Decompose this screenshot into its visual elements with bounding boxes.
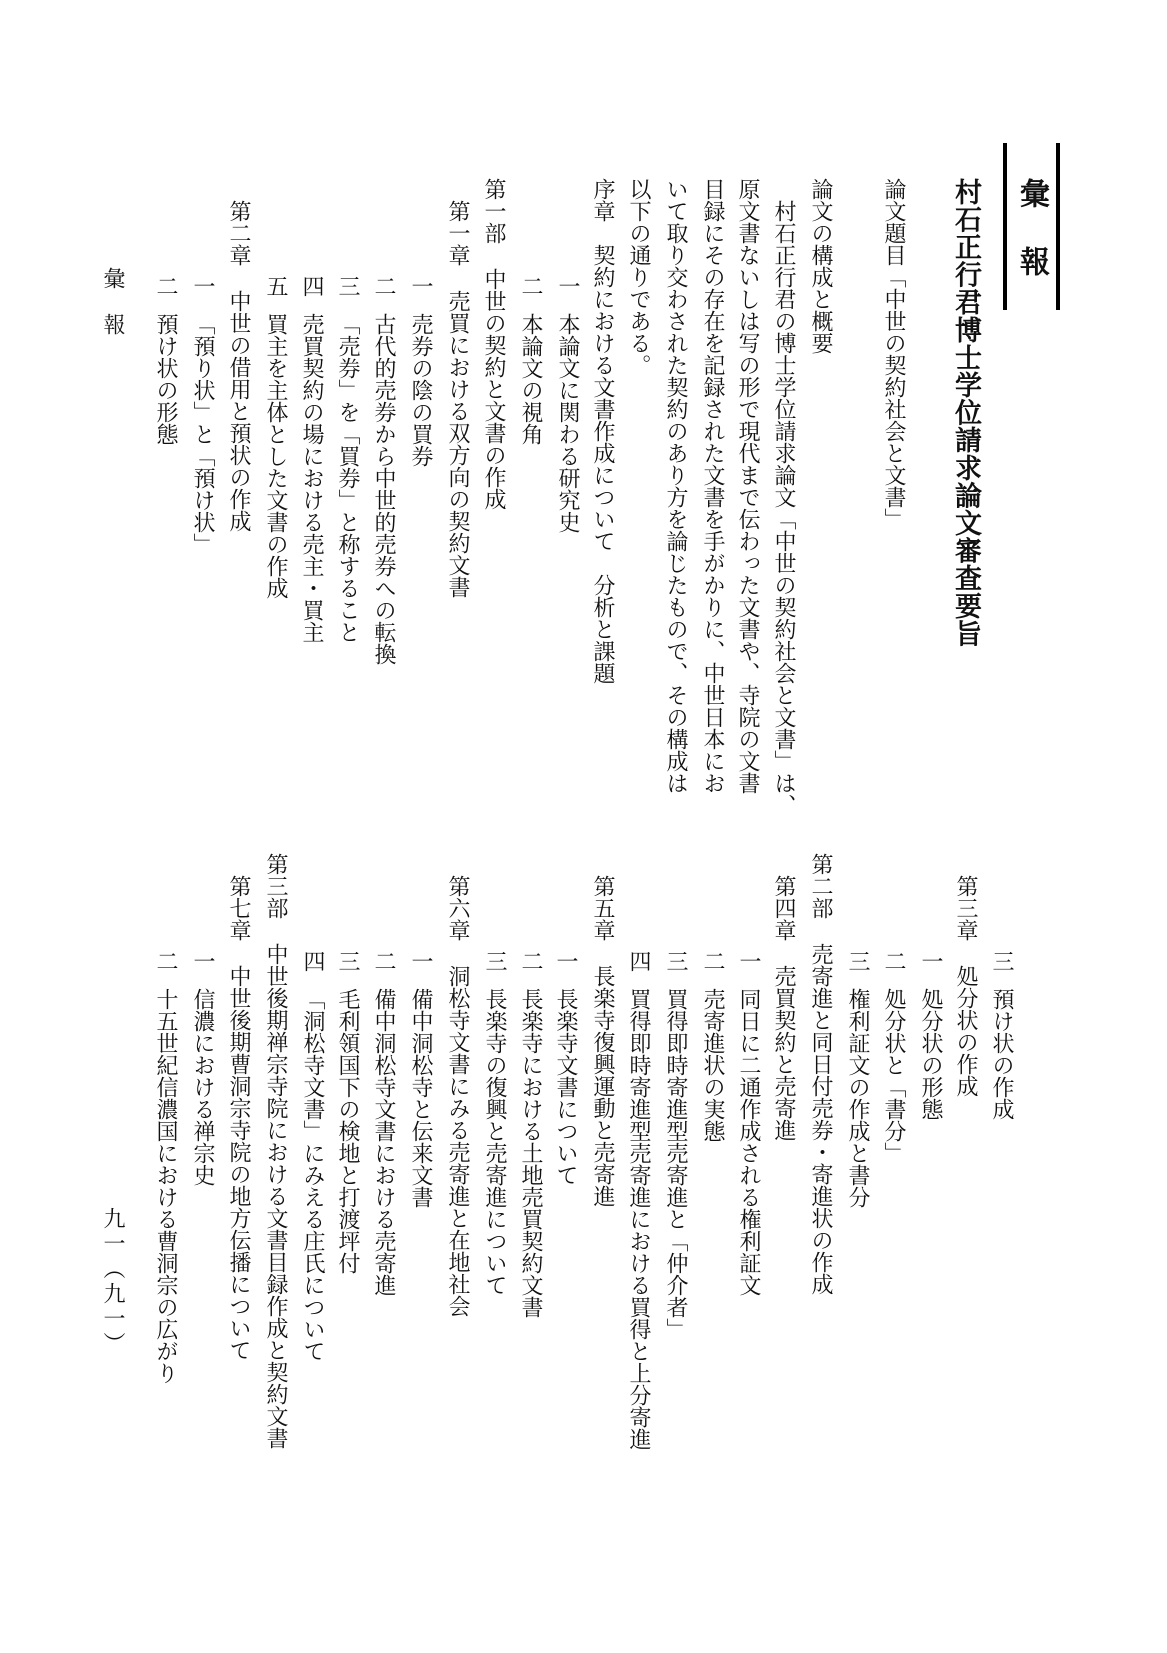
column-text: 長楽寺文書について: [553, 988, 578, 1186]
header-rule-left: [1003, 143, 1007, 310]
toc-number: 三: [482, 950, 507, 972]
toc-number: 第三章: [953, 875, 978, 941]
column-text: 「預り状」と「預け状」: [190, 313, 215, 555]
toc-number: 二: [700, 950, 725, 972]
toc-number: 一: [555, 275, 580, 297]
column-text: 本論文に関わる研究史: [555, 313, 580, 533]
toc-number: 二: [153, 950, 178, 972]
column-text: 長楽寺復興運動と売寄進: [590, 965, 615, 1207]
toc-number: 三: [335, 275, 360, 297]
running-footer: 彙 報: [100, 267, 125, 336]
column-text: 「売券」を「買券」と称すること: [335, 313, 360, 643]
column-text: 売買における双方向の契約文書: [445, 290, 470, 598]
toc-number: 第一章: [445, 200, 470, 266]
column-text: 売寄進と同日付売券・寄進状の作成: [808, 943, 833, 1295]
toc-number: 二: [518, 275, 543, 297]
toc-number: 四: [299, 275, 324, 297]
toc-number: 第六章: [445, 875, 470, 941]
column-text: 本論文の視角: [518, 313, 543, 445]
toc-number: 一: [408, 275, 433, 297]
toc-number: 四: [300, 950, 325, 972]
column-text: 洞松寺文書にみる売寄進と在地社会: [445, 965, 470, 1317]
toc-number: 二: [518, 950, 543, 972]
column-text: 十五世紀信濃国における曹洞宗の広がり: [153, 988, 178, 1384]
column-text: 長楽寺における土地売買契約文書: [518, 988, 543, 1318]
page-number: 九一（九一）: [100, 1207, 125, 1357]
toc-number: 一: [408, 950, 433, 972]
toc-number: 第二部: [808, 853, 833, 919]
toc-number: 三: [663, 950, 688, 972]
column-text: 原文書ないしは写の形で現代まで伝わった文書や、寺院の文書: [735, 178, 760, 794]
toc-number: 第三部: [263, 853, 288, 919]
column-text: 預け状の作成: [989, 988, 1014, 1120]
column-text: 売券の陰の買券: [408, 313, 433, 467]
column-text: 目録にその存在を記録された文書を手がかりに、中世日本にお: [700, 178, 725, 794]
column-text: 論文の構成と概要: [808, 178, 833, 354]
column-text: 契約における文書作成について 分析と課題: [590, 244, 615, 684]
column-text: 買得即時寄進型売寄進における買得と上分寄進: [626, 988, 651, 1450]
toc-number: 第七章: [226, 875, 251, 941]
column-text: 「洞松寺文書」にみえる庄氏について: [300, 988, 325, 1362]
toc-number: 一: [190, 950, 215, 972]
toc-number: 一: [918, 950, 943, 972]
column-text: 村石正行君の博士学位請求論文「中世の契約社会と文書」は、: [771, 200, 796, 816]
toc-number: 五: [263, 275, 288, 297]
toc-number: 二: [371, 950, 396, 972]
column-text: 預け状の形態: [153, 313, 178, 445]
column-text: 処分状と「書分」: [881, 988, 906, 1164]
column-text: 備中洞松寺と伝来文書: [408, 988, 433, 1208]
column-text: 中世後期曹洞宗寺院の地方伝播について: [226, 965, 251, 1361]
toc-number: 第五章: [590, 875, 615, 941]
column-text: 売寄進状の実態: [700, 988, 725, 1142]
column-text: 中世後期禅宗寺院における文書目録作成と契約文書: [263, 943, 288, 1449]
column-text: 権利証文の作成と書分: [845, 988, 870, 1208]
column-text: 買得即時寄進型売寄進と「仲介者」: [663, 988, 688, 1340]
column-text: 売買契約の場における売主・買主: [299, 313, 324, 643]
toc-number: 四: [626, 950, 651, 972]
column-text: 信濃における禅宗史: [190, 988, 215, 1186]
column-text: 備中洞松寺文書における売寄進: [371, 988, 396, 1296]
toc-number: 二: [881, 950, 906, 972]
toc-number: 三: [989, 950, 1014, 972]
column-text: 買主を主体とした文書の作成: [263, 313, 288, 599]
toc-number: 第四章: [771, 875, 796, 941]
section-header: 彙 報: [1014, 178, 1049, 280]
header-rule-right: [1056, 143, 1060, 310]
column-text: 古代的売券から中世的売券への転換: [371, 313, 396, 665]
toc-number: 第二章: [226, 200, 251, 266]
column-text: 処分状の形態: [918, 988, 943, 1120]
toc-number: 序章: [590, 178, 615, 222]
column-text: 処分状の作成: [953, 965, 978, 1097]
toc-number: 三: [335, 950, 360, 972]
column-text: 長楽寺の復興と売寄進について: [482, 988, 507, 1296]
column-text: 売買契約と売寄進: [771, 965, 796, 1141]
page-title: 村石正行君博士学位請求論文審査要旨: [950, 178, 981, 648]
column-text: 中世の契約と文書の作成: [481, 268, 506, 510]
column-text: 同日に二通作成される権利証文: [736, 988, 761, 1296]
column-text: いて取り交わされた契約のあり方を論じたもので、その構成は: [663, 178, 688, 794]
column-text: 以下の通りである。: [626, 178, 651, 376]
toc-number: 一: [553, 950, 578, 972]
column-text: 中世の借用と預状の作成: [226, 290, 251, 532]
toc-number: 第一部: [481, 178, 506, 244]
column-text: 論文題目「中世の契約社会と文書」: [881, 178, 906, 530]
toc-number: 二: [153, 275, 178, 297]
column-text: 毛利領国下の検地と打渡坪付: [335, 988, 360, 1274]
toc-number: 一: [190, 275, 215, 297]
toc-number: 一: [736, 950, 761, 972]
toc-number: 二: [371, 275, 396, 297]
toc-number: 三: [845, 950, 870, 972]
